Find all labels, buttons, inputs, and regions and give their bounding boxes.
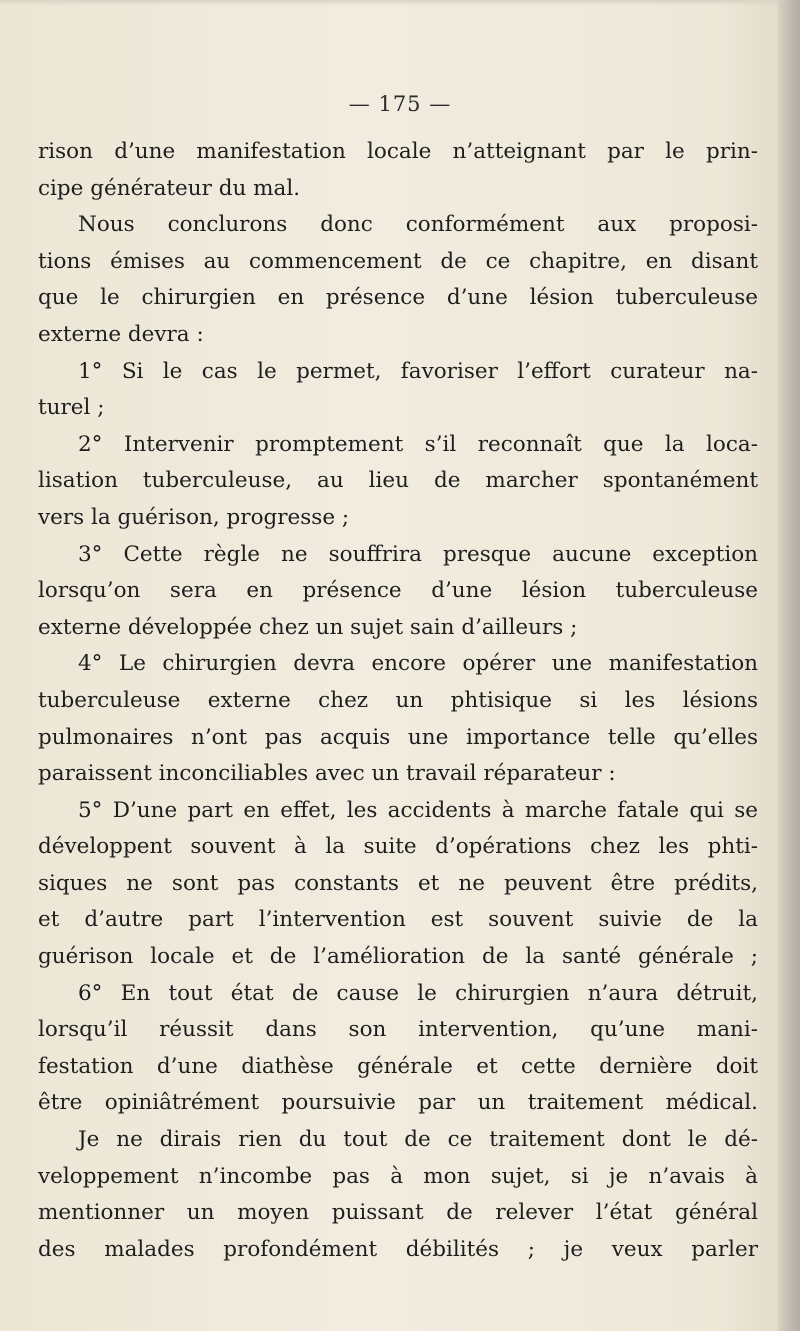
text-line: veloppement n’incombe pas à mon sujet, si je n’avais à xyxy=(38,1163,758,1189)
text-line: 6° En tout état de cause le chirurgien n’aura détruit, xyxy=(78,980,758,1006)
text-line: lorsqu’il réussit dans son intervention, qu’une mani- xyxy=(38,1017,758,1043)
text-line: tions émises au commencement de ce chapitre, en disant xyxy=(38,248,758,274)
text-line: 3° Cette règle ne souffrira presque aucune exception xyxy=(78,541,758,567)
text-line: Nous conclurons donc conformément aux proposi- xyxy=(78,212,758,238)
page-number: — 175 — xyxy=(348,92,452,116)
text-line: lisation tuberculeuse, au lieu de marcher spontanément xyxy=(38,468,758,494)
text-line: 5° D’une part en effet, les accidents à marche fatale qui se xyxy=(78,797,758,823)
text-line: guérison locale et de l’amélioration de la santé générale ; xyxy=(38,944,758,970)
text-line: 4° Le chirurgien devra encore opérer une manifestation xyxy=(78,651,758,677)
text-line: tuberculeuse externe chez un phtisique si les lésions xyxy=(38,687,758,713)
text-line: externe développée chez un sujet sain d’ailleurs ; xyxy=(38,614,578,640)
text-line: 2° Intervenir promptement s’il reconnaît que la loca- xyxy=(78,431,758,457)
page-right-edge xyxy=(778,0,800,1331)
text-line: et d’autre part l’intervention est souvent suivie de la xyxy=(38,907,758,933)
text-line: développent souvent à la suite d’opérations chez les phti- xyxy=(38,834,758,860)
text-line: lorsqu’on sera en présence d’une lésion tuberculeuse xyxy=(38,578,758,604)
text-line: siques ne sont pas constants et ne peuvent être prédits, xyxy=(38,870,758,896)
text-line: Je ne dirais rien du tout de ce traitement dont le dé- xyxy=(78,1127,758,1153)
page-top-edge xyxy=(0,0,800,6)
text-line: turel ; xyxy=(38,395,105,421)
text-line: que le chirurgien en présence d’une lésion tuberculeuse xyxy=(38,285,758,311)
text-line: cipe générateur du mal. xyxy=(38,175,301,201)
text-line: mentionner un moyen puissant de relever l’état général xyxy=(38,1200,758,1226)
text-line: externe devra : xyxy=(38,321,204,347)
text-line: festation d’une diathèse générale et cette dernière doit xyxy=(38,1053,758,1079)
body-text xyxy=(38,134,758,1268)
text-line: vers la guérison, progresse ; xyxy=(38,504,350,530)
text-line: être opiniâtrément poursuivie par un traitement médical. xyxy=(38,1090,758,1116)
text-line: rison d’une manifestation locale n’atteignant par le prin- xyxy=(38,139,758,164)
text-line: des malades profondément débilités ; je veux parler xyxy=(38,1236,758,1262)
text-line: pulmonaires n’ont pas acquis une importance telle qu’elles xyxy=(38,724,758,750)
text-line: paraissent inconciliables avec un travail réparateur : xyxy=(38,761,616,787)
text-line: 1° Si le cas le permet, favoriser l’effort curateur na- xyxy=(78,358,758,384)
